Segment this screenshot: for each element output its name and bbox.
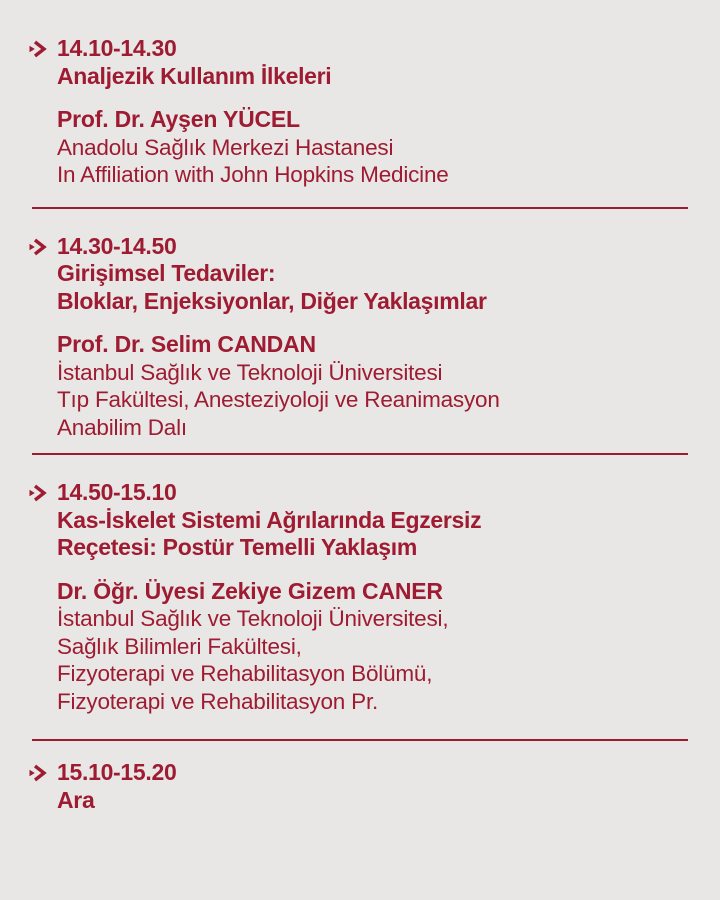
session-1 xyxy=(0,35,720,189)
affiliation-line: Anabilim Dalı xyxy=(57,414,187,440)
affiliation-line: Fizyoterapi ve Rehabilitasyon Pr. xyxy=(57,688,379,714)
session-title: Bloklar, Enjeksiyonlar, Diğer Yaklaşımlar xyxy=(57,287,487,314)
session-time: 15.10-15.20 xyxy=(57,759,177,785)
speaker-name: Dr. Öğr. Üyesi Zekiye Gizem CANER xyxy=(57,577,443,604)
affiliation-line: Tıp Fakültesi, Anesteziyoloji ve Reanimasyon xyxy=(57,387,500,412)
chevron-right-icon xyxy=(28,763,47,783)
speaker-block xyxy=(57,106,700,189)
speaker-name: Prof. Dr. Ayşen YÜCEL xyxy=(57,106,300,132)
session-title: Analjezik Kullanım İlkeleri xyxy=(57,62,332,89)
session-3 xyxy=(0,479,720,715)
affiliation-line: In Affiliation with John Hopkins Medicine xyxy=(57,162,449,187)
speaker-block xyxy=(57,578,700,716)
session-title: Reçetesi: Postür Temelli Yaklaşım xyxy=(57,534,417,560)
divider xyxy=(32,207,688,209)
affiliation-line: Anadolu Sağlık Merkezi Hastanesi xyxy=(57,134,394,160)
session-time: 14.30-14.50 xyxy=(57,232,177,259)
session-title: Kas-İskelet Sistemi Ağrılarında Egzersiz xyxy=(57,506,482,533)
affiliation-line: Sağlık Bilimleri Fakültesi, xyxy=(57,633,302,659)
session-time: 14.50-15.10 xyxy=(57,479,177,505)
session-time: 14.10-14.30 xyxy=(57,35,177,61)
speaker-name: Prof. Dr. Selim CANDAN xyxy=(57,331,316,357)
affiliation-line: İstanbul Sağlık ve Teknoloji Üniversitesi xyxy=(57,359,443,385)
session-title: Ara xyxy=(57,786,95,813)
chevron-right-icon xyxy=(28,39,47,59)
affiliation-line: İstanbul Sağlık ve Teknoloji Üniversitesi, xyxy=(57,606,449,631)
affiliation-line: Fizyoterapi ve Rehabilitasyon Bölümü, xyxy=(57,661,433,686)
session-4-break xyxy=(0,759,720,814)
divider xyxy=(32,739,688,741)
chevron-right-icon xyxy=(28,483,47,503)
session-title: Girişimsel Tedaviler: xyxy=(57,260,276,286)
session-2 xyxy=(0,233,720,442)
speaker-block xyxy=(57,331,700,441)
divider xyxy=(32,453,688,455)
chevron-right-icon xyxy=(28,237,47,257)
